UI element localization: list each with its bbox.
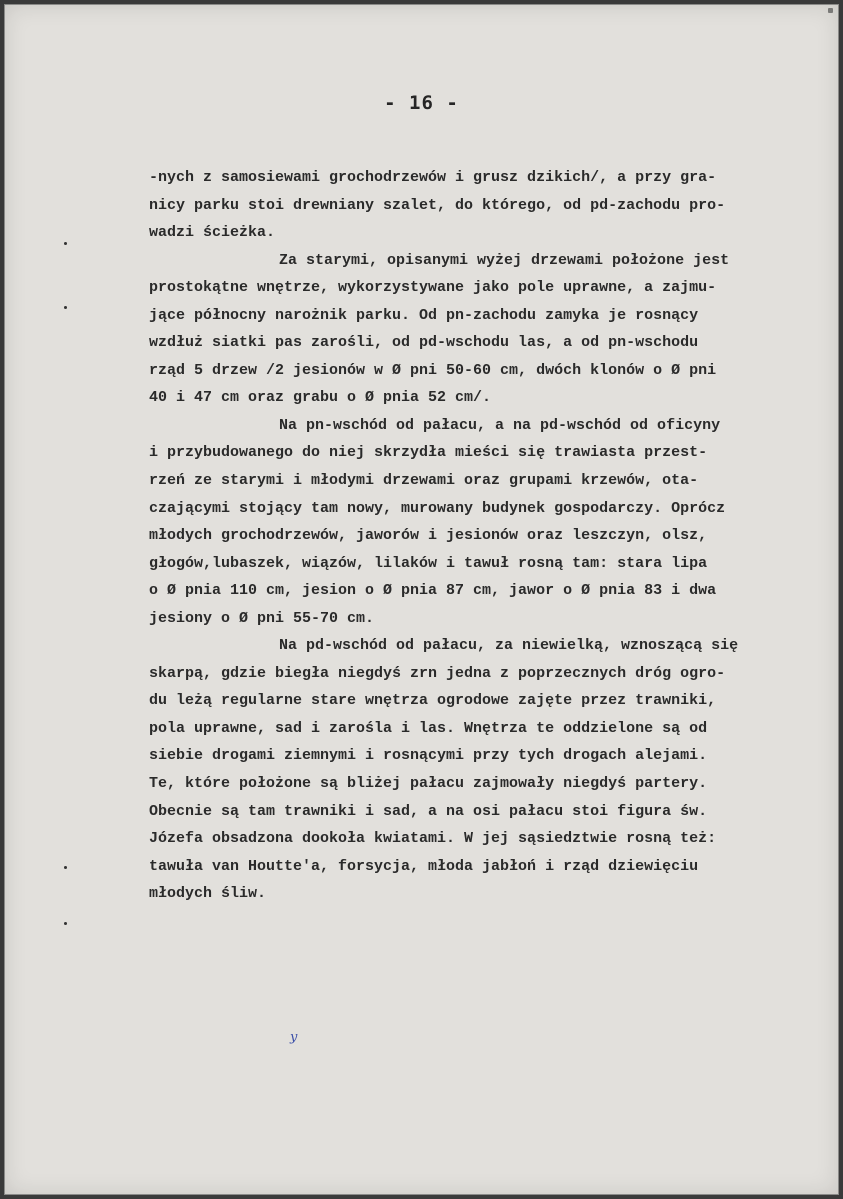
text-line: Za starymi, opisanymi wyżej drzewami położone jest <box>279 251 730 269</box>
text-line: młodych śliw. <box>149 885 267 903</box>
text-line: Te, które położone są bliżej pałacu zajmowały niegdyś partery. <box>149 775 708 793</box>
text-line: jesiony o Ø pni 55-70 cm. <box>149 609 375 627</box>
text-line: 40 i 47 cm oraz grabu o Ø pnia 52 cm/. <box>149 389 492 407</box>
text-line: i przybudowanego do niej skrzydła mieści się trawiasta przest- <box>149 444 708 462</box>
text-line: nicy parku stoi drewniany szalet, do którego, od pd-zachodu pro- <box>149 196 726 214</box>
text-line: Obecnie są tam trawniki i sad, a na osi pałacu stoi figura św. <box>149 802 708 820</box>
text-line: du leżą regularne stare wnętrza ogrodowe zajęte przez trawniki, <box>149 692 717 710</box>
text-line: rząd 5 drzew /2 jesionów w Ø pni 50-60 cm, dwóch klonów o Ø pni <box>149 361 717 379</box>
margin-dot <box>64 242 67 245</box>
text-line: głogów,lubaszek, wiązów, lilaków i tawuł rosną tam: stara lipa <box>149 554 708 572</box>
text-line: wadzi ścieżka. <box>149 224 276 242</box>
text-line: młodych grochodrzewów, jaworów i jesionów oraz leszczyn, olsz, <box>149 527 708 545</box>
margin-dot <box>64 306 67 309</box>
document-page <box>4 4 839 1195</box>
body-text <box>149 164 819 908</box>
page-number: - 16 - <box>384 92 459 114</box>
text-line: Na pn-wschód od pałacu, a na pd-wschód od oficyny <box>279 416 721 434</box>
text-line: Na pd-wschód od pałacu, za niewielką, wznoszącą się <box>279 637 739 655</box>
text-line: o Ø pnia 110 cm, jesion o Ø pnia 87 cm, jawor o Ø pnia 83 i dwa <box>149 582 717 600</box>
text-line: tawuła van Houtte'a, forsycja, młoda jabłoń i rząd dziewięciu <box>149 857 699 875</box>
text-line: rzeń ze starymi i młodymi drzewami oraz grupami krzewów, ota- <box>149 472 699 490</box>
text-line: jące północny narożnik parku. Od pn-zachodu zamyka je rosnący <box>149 306 699 324</box>
text-line: siebie drogami ziemnymi i rosnącymi przy tych drogach alejami. <box>149 747 708 765</box>
text-line: czającymi stojący tam nowy, murowany budynek gospodarczy. Oprócz <box>149 499 726 517</box>
corner-mark <box>828 8 833 13</box>
text-line: Józefa obsadzona dookoła kwiatami. W jej sąsiedztwie rosną też: <box>149 830 717 848</box>
text-line: skarpą, gdzie biegła niegdyś zrn jedna z poprzecznych dróg ogro- <box>149 664 726 682</box>
text-line: -nych z samosiewami grochodrzewów i grusz dzikich/, a przy gra- <box>149 169 717 186</box>
margin-dot <box>64 866 67 869</box>
text-line: prostokątne wnętrze, wykorzystywane jako pole uprawne, a zajmu- <box>149 279 717 297</box>
handwritten-correction: y <box>290 1030 298 1045</box>
margin-dot <box>64 922 67 925</box>
text-line: wzdłuż siatki pas zarośli, od pd-wschodu las, a od pn-wschodu <box>149 334 699 352</box>
text-line: pola uprawne, sad i zarośla i las. Wnętrza te oddzielone są od <box>149 719 708 737</box>
